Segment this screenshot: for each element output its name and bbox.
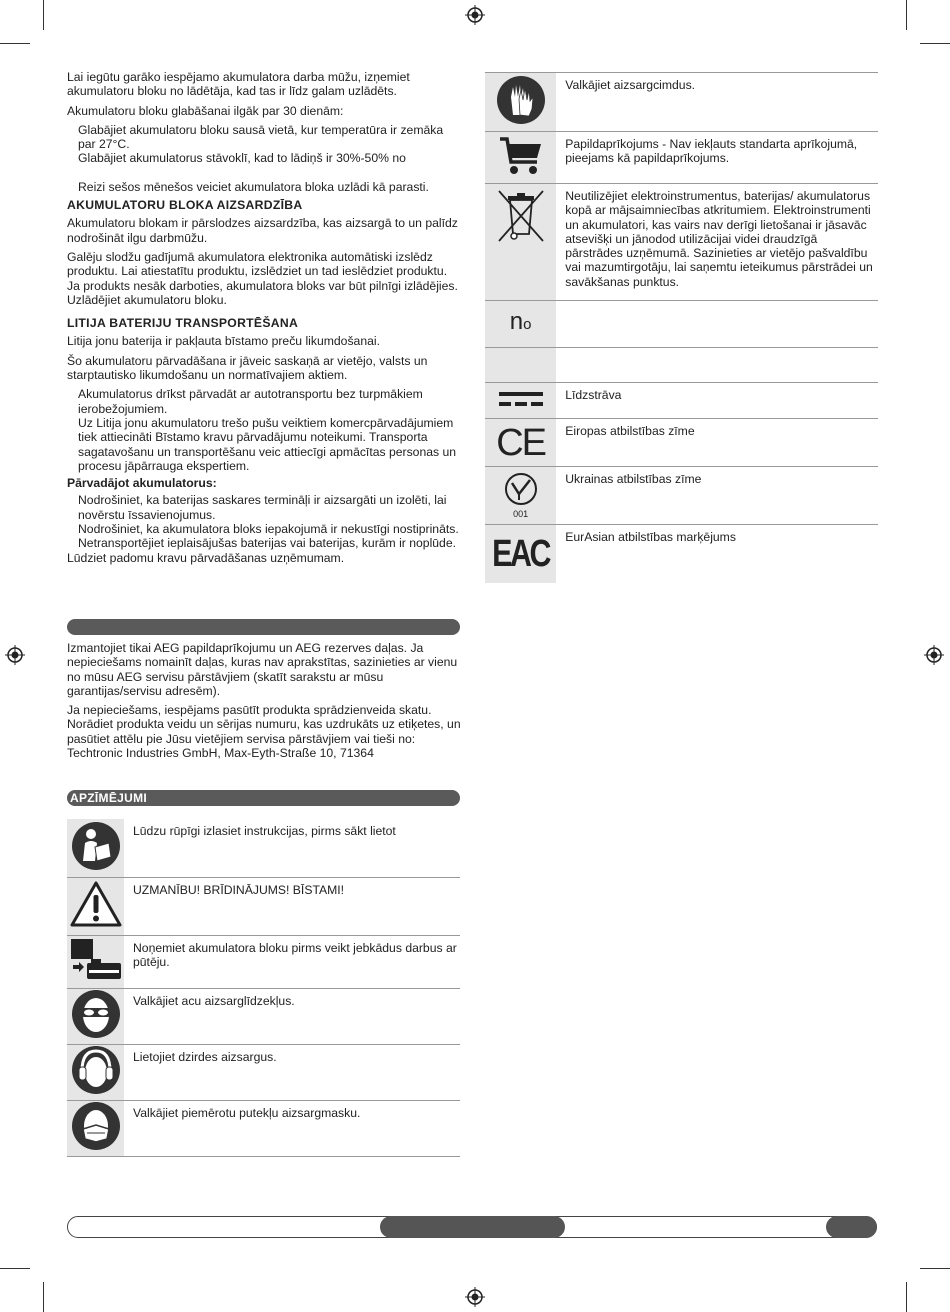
warning-triangle-icon [67,877,124,935]
shopping-cart-icon [485,132,556,184]
list-item: Nodrošiniet, ka baterijas saskares termināļi ir aizsargāti un izolēti, lai novērstu īssavienojumus. [78,493,447,522]
transport-list [78,387,462,473]
section-heading: LITIJA BATERIJU TRANSPORTĒŠANA [67,316,299,331]
symbol-description: Lietojiet dzirdes aizsargus. [124,1044,460,1100]
symbol-description: Papildaprīkojums - Nav iekļauts standarta aprīkojumā, pieejams kā papildaprīkojums. [556,132,878,184]
registration-mark-icon [5,645,25,665]
list-item: Akumulatorus drīkst pārvadāt ar autotransportu bez turpmākiem ierobežojumiem. [78,387,423,416]
ear-protection-icon [67,1044,124,1100]
safety-goggles-icon [67,988,124,1044]
paragraph: Akumulatoru blokam ir pārslodzes aizsardzība, kas aizsargā to un palīdz nodrošināt ilgu darbmūžu. [67,216,458,245]
crop-mark [920,43,950,44]
sub-heading: Pārvadājot akumulatorus: [67,476,217,491]
no-load-speed-sub: o [523,316,532,334]
maintenance-text [67,641,462,765]
direct-current-icon [485,383,556,419]
symbol-description: Valkājiet aizsargcimdus. [556,73,878,132]
no-load-speed-icon [485,301,556,348]
blank-icon [485,348,556,383]
crop-mark [43,0,44,30]
footer-page-tab [826,1216,877,1238]
crop-mark [43,1282,44,1312]
ukraine-mark-code: 001 [513,509,529,520]
symbol-description: UZMANĪBU! BRĪDINĀJUMS! BĪSTAMI! [124,877,460,935]
paragraph: Galēju slodžu gadījumā akumulatora elektronika automātiski izslēdz produktu. Lai atiestatītu produktu, izslēdziet un tad ieslēdziet produktu. Ja produkts nesāk darboties, akumulatora bloks var būt pilnīgi izlādējies. Uzlādējiet akumulatoru bloku. [67,249,458,307]
no-load-speed-glyph: n [509,308,524,336]
ce-mark-glyph: CE [496,421,546,464]
symbol-description [556,348,878,383]
symbol-row [485,73,878,132]
crop-mark [920,1268,950,1269]
list-item: Glabājiet akumulatorus stāvoklī, kad to lādiņš ir 30%-50% no [78,151,406,166]
symbol-description: Valkājiet piemērotu putekļu aizsargmasku. [124,1100,460,1156]
remove-battery-icon [67,935,124,988]
symbol-row [485,419,878,467]
symbol-description: Līdzstrāva [556,383,878,419]
paragraph: Izmantojiet tikai AEG papildaprīkojumu un AEG rezerves daļas. Ja nepieciešams nomainīt daļas, kuras nav aprakstītas, sazinieties ar vienu no mūsu AEG servisu pārstāvjiem (skatīt sarakstu ar mūsu garantijas/servisu adresēm). [67,641,458,698]
symbol-row [67,935,460,988]
dust-mask-icon [67,1100,124,1156]
carry-list [78,493,462,550]
crop-mark [906,1282,907,1312]
symbol-row [67,877,460,935]
footer-language-tab [380,1216,565,1238]
paragraph: Litija jonu baterija ir pakļauta bīstamo preču likumdošanai. [67,334,380,349]
list-item: Nodrošiniet, ka akumulatora bloks iepakojumā ir nekustīgi nostiprināts. [78,522,459,537]
list-item: Glabājiet akumulatoru bloku sausā vietā, kur temperatūra ir zemāka par 27°C. [78,122,444,152]
registration-mark-icon [465,5,485,25]
intro-paragraph: Akumulatoru bloku glabāšanai ilgāk par 30 dienām: [67,103,344,118]
symbol-row [67,819,460,877]
crop-mark [906,0,907,30]
symbol-description: Lūdzu rūpīgi izlasiet instrukcijas, pirms sākt lietot [124,819,460,877]
paragraph: Lūdziet padomu kravu pārvadāšanas uzņēmumam. [67,550,345,565]
left-symbol-table [67,819,460,1157]
symbol-row [485,383,878,419]
storage-list [78,123,462,194]
symbol-description [556,301,878,348]
registration-mark-icon [924,645,944,665]
ukraine-mark-icon [485,467,556,525]
registration-mark-icon [465,1287,485,1307]
intro-paragraph: Lai iegūtu garāko iespējamo akumulatora darba mūžu, izņemiet akumulatoru bloku no lādētāja, kad tas ir līdz galam uzlādēts. [67,70,410,99]
symbol-row [485,467,878,525]
ce-mark-icon [485,419,556,467]
symbol-description: Noņemiet akumulatora bloku pirms veikt jebkādus darbus ar pūtēju. [124,935,460,988]
right-symbol-table [485,72,878,583]
eac-mark-icon [485,525,556,583]
maintenance-section-bar [67,619,460,635]
list-item [78,166,462,180]
list-item: Netransportējiet ieplaisājušas baterijas vai baterijas, kurām ir noplūde. [78,536,457,551]
read-manual-icon [67,819,124,877]
crop-mark [0,1268,30,1269]
gloves-icon [485,73,556,132]
symbol-row [485,525,878,583]
section-heading: AKUMULATORU BLOKA AIZSARDZĪBA [67,198,303,213]
paragraph: Ja nepieciešams, iespējams pasūtīt produkta sprādzienveida skatu. Norādiet produkta veidu un sērijas numuru, kas uzdrukāts uz etiķetes, un pasūtiet attēlu pie Jūsu vietējiem servisa pārstāvjiem vai tieši no: Techtronic Industries GmbH, Max-Eyth-Straße 10, 71364 [67,703,461,761]
list-item: Uz Litija jonu akumulatoru trešo pušu veiktiem komercpārvadājumiem tiek attiecināti Bīstamo kravu pārvadājumu noteikumi. Transporta sagatavošanu un transportēšanu veic attiecīgi apmācītas personas un procesu jāpārrauga ekspertiem. [78,415,457,473]
left-column [67,70,462,570]
symbols-section-bar: APZĪMĒJUMI [67,790,460,806]
symbol-row [485,132,878,184]
symbol-description: Eiropas atbilstības zīme [556,419,878,467]
symbol-description: Ukrainas atbilstības zīme [556,467,878,525]
symbol-row [485,301,878,348]
crossed-bin-icon [485,184,556,301]
symbol-description: EurAsian atbilstības marķējums [565,530,736,544]
list-item: Reizi sešos mēnešos veiciet akumulatora bloka uzlādi kā parasti. [78,179,429,194]
symbol-description: Neutilizējiet elektroinstrumentus, baterijas/ akumulatorus kopā ar mājsaimniecības atkritumiem. Elektroinstrumenti un akumulatori, kas vairs nav derīgi lietošanai ir jāsavāc atsevišķi un jānodod utilizācijai videi draudzīgā pārstrādes uzņēmumā. Sazinieties ar vietējo pašvaldību vai mazumtirgotāju, lai saņemtu ieteikumus pārstrādei un savākšanas punktus. [556,184,878,301]
symbol-row [485,184,878,301]
paragraph: Šo akumulatoru pārvadāšana ir jāveic saskaņā ar vietējo, valsts un starptautisko likumdošanu un normatīvajiem aktiem. [67,353,428,383]
crop-mark [0,43,30,44]
symbol-row [485,348,878,383]
symbol-row [67,1044,460,1100]
symbol-row [67,1100,460,1156]
eac-mark-glyph: EAC [492,532,550,575]
symbol-description: Valkājiet acu aizsarglīdzekļus. [124,988,460,1044]
symbol-row [67,988,460,1044]
